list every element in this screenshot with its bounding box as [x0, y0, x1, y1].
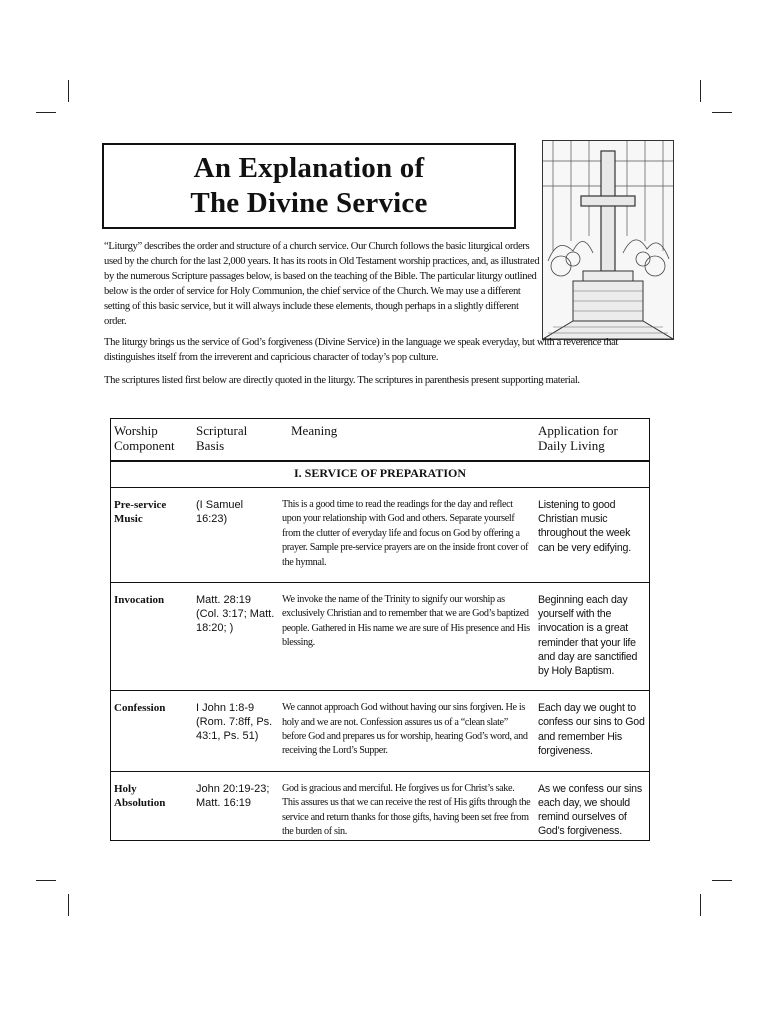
cell-meaning: We cannot approach God without having our sins forgiven. He is holy and we are not. Confession assures us of a “clean slate” before God and prepares us for worship, hearing God’s word, and receiving the Lord’s Supper. — [279, 691, 535, 772]
church-illustration-icon — [543, 141, 673, 339]
table-row — [111, 691, 649, 772]
header-meaning: Meaning — [279, 419, 535, 461]
cell-application: Beginning each day yourself with the invocation is a great reminder that your life and day are sanctified by Holy Baptism. — [535, 583, 649, 691]
crop-mark — [700, 80, 701, 102]
cell-application: Each day we ought to confess our sins to God and remember His forgiveness. — [535, 691, 649, 772]
crop-mark — [712, 880, 732, 881]
cell-basis: I John 1:8-9 (Rom. 7:8ff, Ps. 43:1, Ps. 51) — [193, 691, 279, 772]
cell-meaning: This is a good time to read the readings for the day and reflect upon your relationship with God and others. Separate yourself from the clutter of everyday life and focus on God by offering a prayer. Sample pre-service prayers are on the inside front cover of the hymnal. — [279, 488, 535, 583]
cell-meaning: We invoke the name of the Trinity to signify our worship as exclusively Christian and to remember that we are God’s baptized people. Gathered in His name we are sure of His presence and His blessing. — [279, 583, 535, 691]
header-worship-component: Worship Component — [111, 419, 193, 461]
crop-mark — [700, 894, 701, 916]
table-header-row — [111, 419, 649, 461]
crop-mark — [36, 880, 56, 881]
cell-basis: Matt. 28:19 (Col. 3:17; Matt. 18:20; ) — [193, 583, 279, 691]
intro-paragraph-3: The scriptures listed first below are directly quoted in the liturgy. The scriptures in parenthesis present supporting material. — [104, 375, 580, 386]
table-row — [111, 488, 649, 583]
table-row — [111, 771, 649, 851]
title-line-2: The Divine Service — [190, 187, 428, 219]
section-row — [111, 461, 649, 488]
cell-application: Listening to good Christian music throughout the week can be very edifying. — [535, 488, 649, 583]
cell-basis: (I Samuel 16:23) — [193, 488, 279, 583]
cell-component: Holy Absolution — [114, 782, 166, 809]
crop-mark — [36, 112, 56, 113]
title-line-1: An Explanation of — [193, 152, 425, 184]
header-scriptural-basis: Scriptural Basis — [193, 419, 279, 461]
crop-mark — [68, 894, 69, 916]
table-row — [111, 583, 649, 691]
section-title: I. SERVICE OF PREPARATION — [111, 461, 649, 488]
cell-component: Invocation — [111, 583, 193, 691]
cell-basis: John 20:19-23; Matt. 16:19 — [196, 782, 270, 809]
crop-mark — [712, 112, 732, 113]
intro-paragraph-2: The liturgy brings us the service of God’s forgiveness (Divine Service) in the language we speak everyday, but with a reverence that distinguishes itself from the irreverent and capricious character of today’s pop culture. — [104, 337, 619, 363]
title-box — [102, 143, 516, 229]
church-altar-cross-illustration — [542, 140, 674, 340]
cell-component: Pre-service Music — [111, 488, 193, 583]
crop-mark — [68, 80, 69, 102]
header-application: Application for Daily Living — [535, 419, 649, 461]
intro-paragraph-1: “Liturgy” describes the order and structure of a church service. Our Church follows the basic liturgical orders used by the church for the last 2,000 years. It has its roots in Old Testament worship practices, and, as illustrated by the numerous Scripture passages below, is based on the teaching of the Bible. The particular liturgy outlined below is the order of service for Holy Communion, the chief service of the Church. We may use a different setting of this basic service, but it will always include these elements, though perhaps in a slightly different order. — [104, 241, 540, 327]
cell-meaning: God is gracious and merciful. He forgives us for Christ’s sake. This assures us that we can receive the rest of His gifts through the service and return thanks for those gifts, having been set free from the burden of sin. — [282, 782, 531, 838]
cell-application: As we confess our sins each day, we should remind ourselves of God’s forgiveness. — [538, 782, 642, 838]
divine-service-table — [110, 418, 650, 841]
cell-component: Confession — [111, 691, 193, 772]
